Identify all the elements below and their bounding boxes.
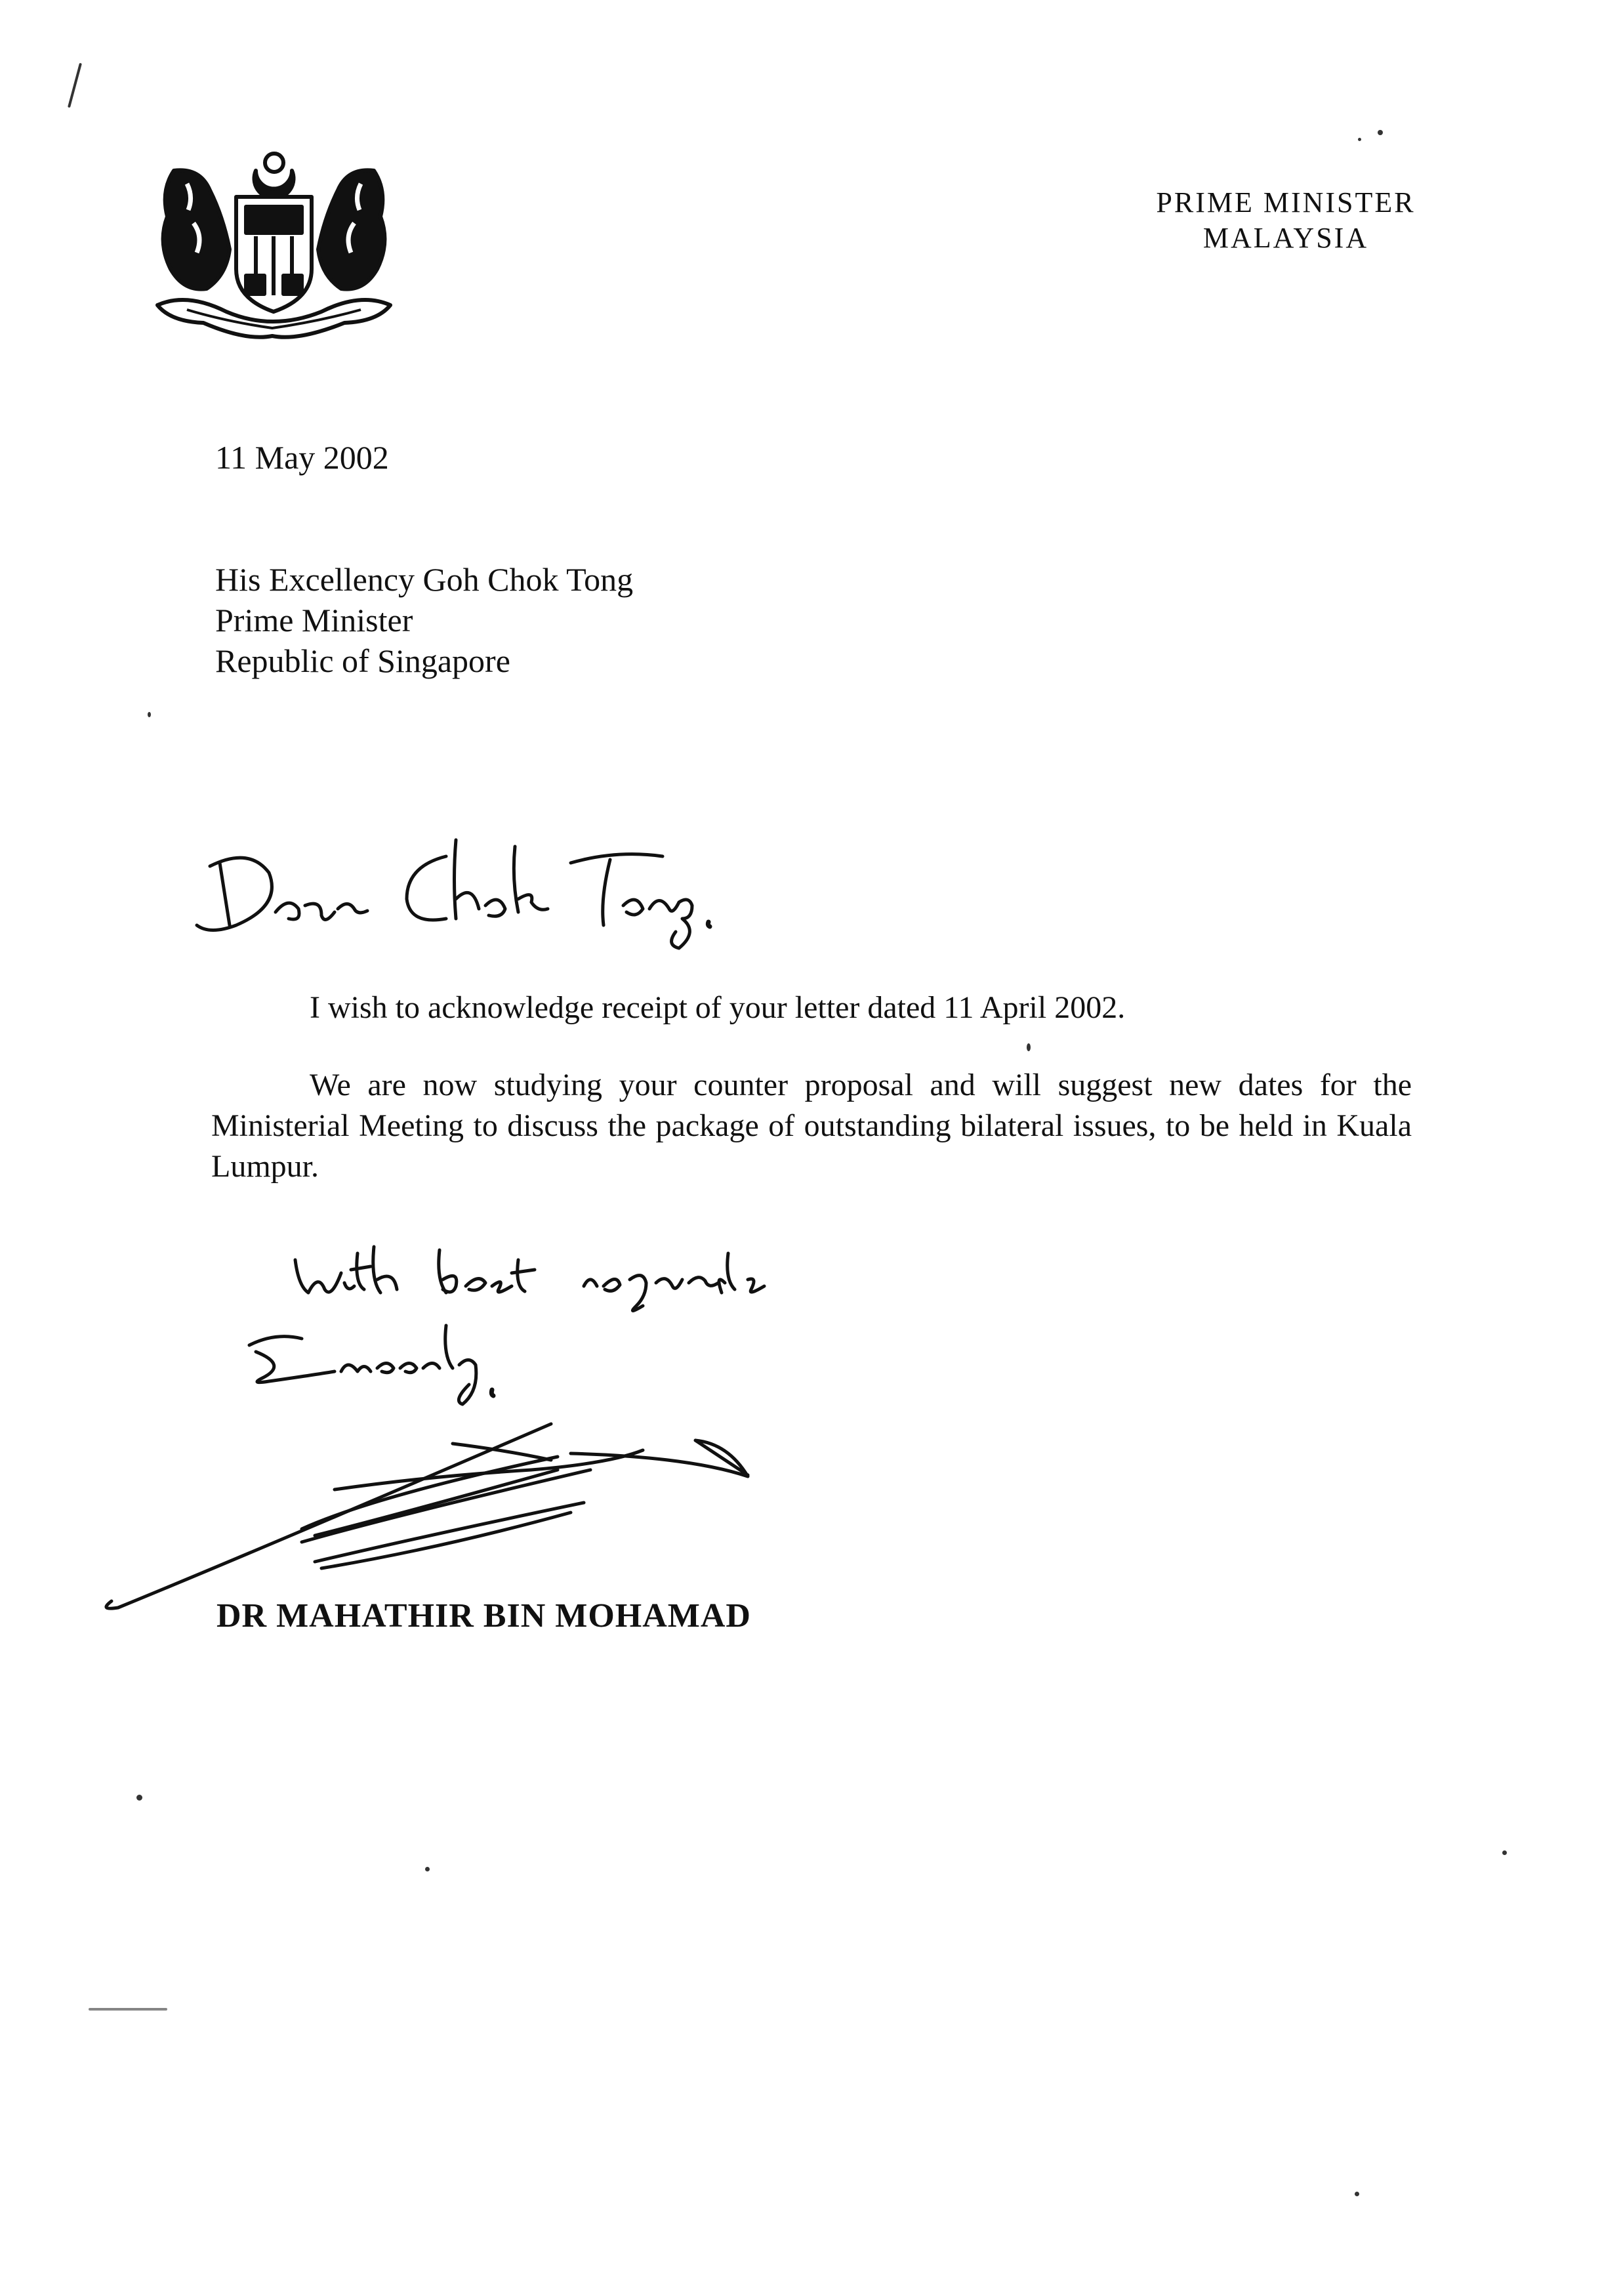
signatory-name: DR MAHATHIR BIN MOHAMAD xyxy=(216,1597,751,1635)
recipient-line1: His Excellency Goh Chok Tong xyxy=(215,561,634,598)
handwritten-salutation xyxy=(190,827,754,951)
scan-artifact xyxy=(148,712,151,717)
scan-artifact xyxy=(136,1795,142,1801)
coat-of-arms-icon xyxy=(148,144,400,341)
scan-artifact xyxy=(1358,138,1361,141)
recipient-line3: Republic of Singapore xyxy=(215,642,510,679)
recipient-address xyxy=(215,559,633,681)
body-paragraph-2: We are now studying your counter proposal and will suggest new dates for the Ministerial Meeting to discuss the package of outstanding bilateral issues, to be held in Kuala Lumpur. xyxy=(211,1068,1412,1184)
handwritten-closing-sincerely xyxy=(236,1306,577,1411)
scan-artifact xyxy=(1355,2192,1359,2196)
letterhead-title-line2: MALAYSIA xyxy=(1202,222,1369,254)
scan-artifact xyxy=(1027,1043,1031,1051)
scan-artifact xyxy=(89,2008,167,2011)
scan-artifact xyxy=(1378,130,1383,135)
scan-artifact xyxy=(1502,1850,1507,1855)
letterhead-title-line1: PRIME MINISTER xyxy=(1156,186,1416,219)
letterhead-title xyxy=(1128,185,1443,256)
recipient-line2: Prime Minister xyxy=(215,602,413,638)
scan-artifact xyxy=(68,63,82,108)
letter-date: 11 May 2002 xyxy=(215,439,389,476)
body-paragraph-1: I wish to acknowledge receipt of your letter dated 11 April 2002. xyxy=(310,990,1126,1025)
handwritten-signature xyxy=(98,1404,774,1621)
letter-body xyxy=(211,988,1412,1224)
scan-artifact xyxy=(425,1867,430,1871)
